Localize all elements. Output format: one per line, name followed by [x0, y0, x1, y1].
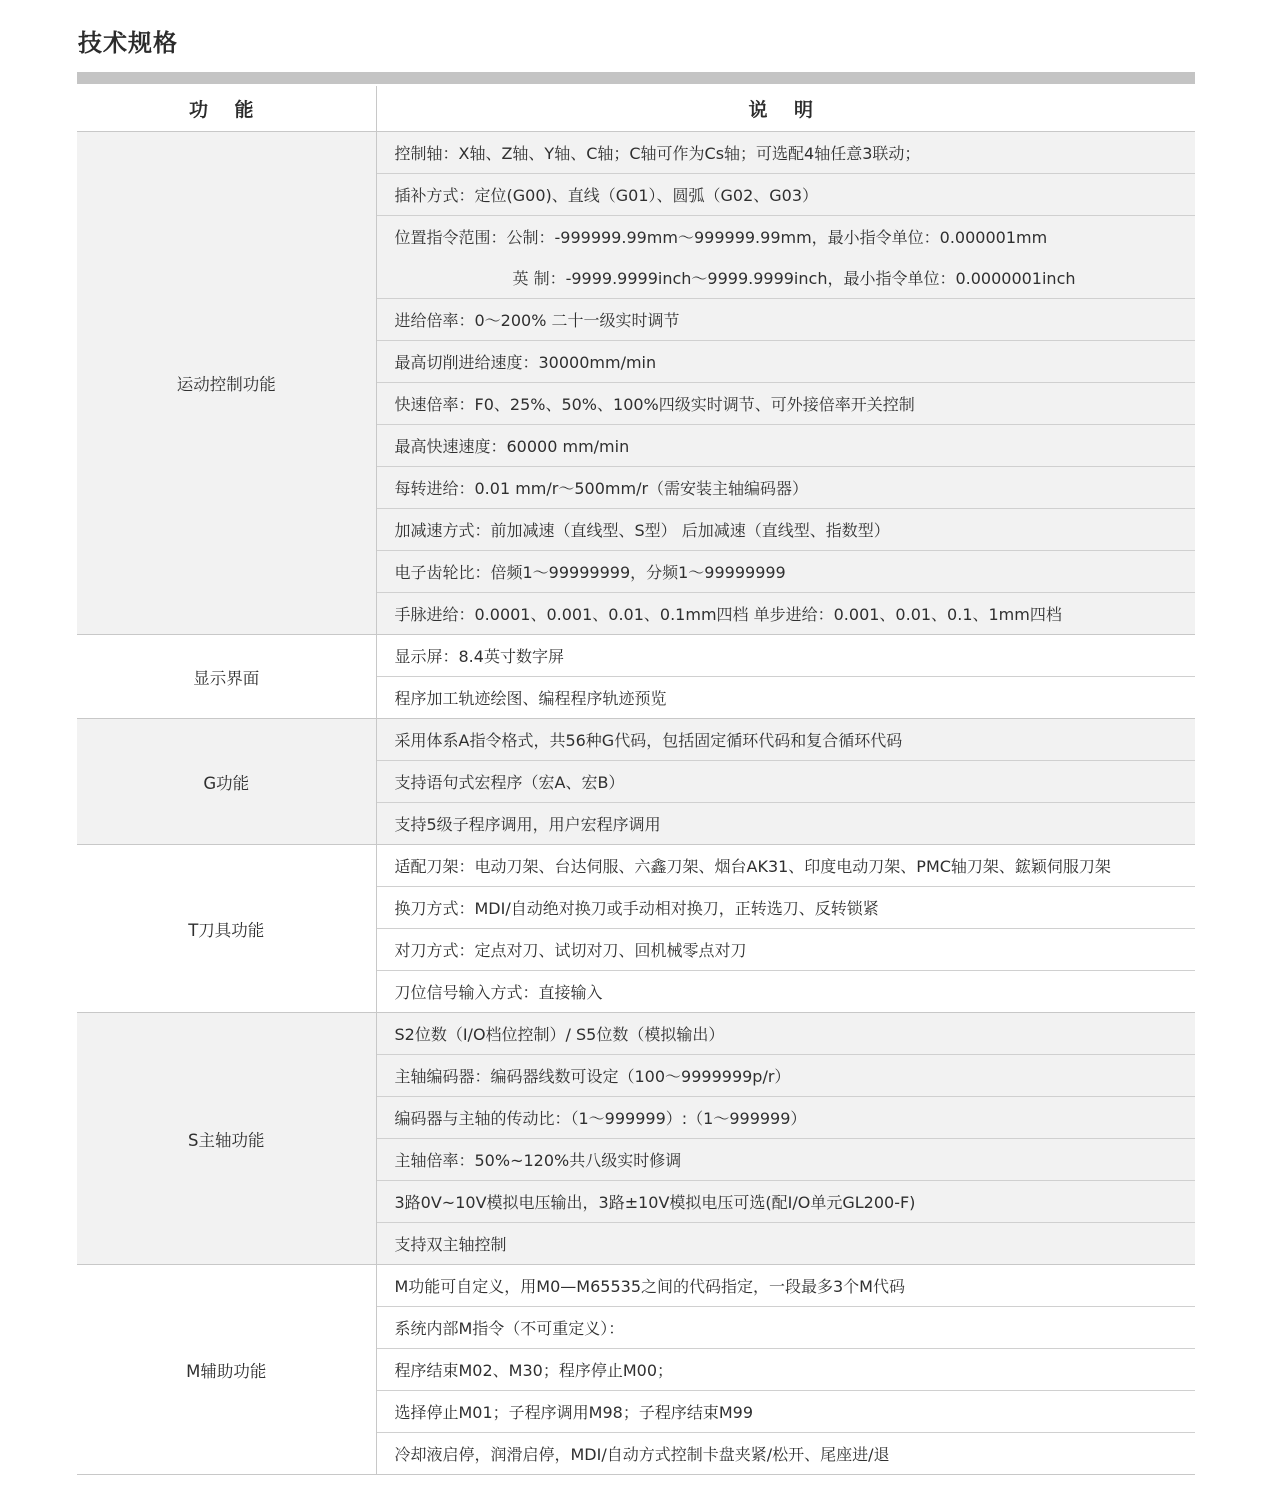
description-cell: 程序结束M02、M30；程序停止M00；: [376, 1349, 1195, 1391]
description-cell: 进给倍率：0～200% 二十一级实时调节: [376, 299, 1195, 341]
description-cell: 程序加工轨迹绘图、编程程序轨迹预览: [376, 677, 1195, 719]
description-cell: 系统内部M指令（不可重定义）：: [376, 1307, 1195, 1349]
table-row: [77, 719, 1195, 761]
description-cell: 最高切削进给速度：30000mm/min: [376, 341, 1195, 383]
description-cell: 换刀方式：MDI/自动绝对换刀或手动相对换刀，正转选刀、反转锁紧: [376, 887, 1195, 929]
table-row: [77, 635, 1195, 677]
function-cell-m-aux: M辅助功能: [77, 1265, 376, 1475]
description-cell: 每转进给：0.01 mm/r～500mm/r（需安装主轴编码器）: [376, 467, 1195, 509]
description-cell: 支持5级子程序调用，用户宏程序调用: [376, 803, 1195, 845]
description-cell: 3路0V~10V模拟电压输出，3路±10V模拟电压可选(配I/O单元GL200-F): [376, 1181, 1195, 1223]
description-cell: 加减速方式：前加减速（直线型、S型） 后加减速（直线型、指数型）: [376, 509, 1195, 551]
title-divider-bar: [77, 72, 1195, 84]
header-row: [77, 86, 1195, 132]
page-title: 技术规格: [78, 29, 178, 57]
header-function: 功 能: [77, 86, 376, 132]
description-cell: 最高快速速度：60000 mm/min: [376, 425, 1195, 467]
function-cell-tool: T刀具功能: [77, 845, 376, 1013]
function-cell-spindle: S主轴功能: [77, 1013, 376, 1265]
description-cell: 控制轴：X轴、Z轴、Y轴、C轴；C轴可作为Cs轴；可选配4轴任意3联动；: [376, 132, 1195, 174]
description-cell: 采用体系A指令格式，共56种G代码，包括固定循环代码和复合循环代码: [376, 719, 1195, 761]
description-cell: 位置指令范围：公制：-999999.99mm～999999.99mm，最小指令单位：0.000001mm: [376, 216, 1195, 258]
table-row: [77, 1265, 1195, 1307]
description-cell: 英 制：-9999.9999inch～9999.9999inch，最小指令单位：0.0000001inch: [376, 257, 1195, 299]
description-cell: 编码器与主轴的传动比：（1～999999）:（1～999999）: [376, 1097, 1195, 1139]
description-cell: 插补方式：定位(G00)、直线（G01）、圆弧（G02、G03）: [376, 174, 1195, 216]
function-cell-display: 显示界面: [77, 635, 376, 719]
function-cell-motion-control: 运动控制功能: [77, 132, 376, 635]
description-cell: 对刀方式：定点对刀、试切对刀、回机械零点对刀: [376, 929, 1195, 971]
description-cell: 选择停止M01；子程序调用M98；子程序结束M99: [376, 1391, 1195, 1433]
description-cell: 支持语句式宏程序（宏A、宏B）: [376, 761, 1195, 803]
spec-table-body: [77, 132, 1195, 1475]
header-description: 说 明: [376, 86, 1195, 132]
description-cell: 适配刀架：电动刀架、台达伺服、六鑫刀架、烟台AK31、印度电动刀架、PMC轴刀架、鋐颖伺服刀架: [376, 845, 1195, 887]
description-cell: M功能可自定义，用M0—M65535之间的代码指定，一段最多3个M代码: [376, 1265, 1195, 1307]
description-cell: 显示屏：8.4英寸数字屏: [376, 635, 1195, 677]
description-cell: 手脉进给：0.0001、0.001、0.01、0.1mm四档 单步进给：0.001、0.01、0.1、1mm四档: [376, 593, 1195, 635]
description-cell: 支持双主轴控制: [376, 1223, 1195, 1265]
description-cell: 主轴倍率：50%~120%共八级实时修调: [376, 1139, 1195, 1181]
description-cell: S2位数（I/O档位控制）/ S5位数（模拟输出）: [376, 1013, 1195, 1055]
description-cell: 电子齿轮比：倍频1～99999999，分频1～99999999: [376, 551, 1195, 593]
description-cell: 刀位信号输入方式：直接输入: [376, 971, 1195, 1013]
table-row: [77, 132, 1195, 174]
table-row: [77, 1013, 1195, 1055]
description-cell: 快速倍率：F0、25%、50%、100%四级实时调节、可外接倍率开关控制: [376, 383, 1195, 425]
spec-table: [77, 86, 1195, 1475]
function-cell-g-function: G功能: [77, 719, 376, 845]
description-cell: 冷却液启停，润滑启停，MDI/自动方式控制卡盘夹紧/松开、尾座进/退: [376, 1433, 1195, 1475]
table-row: [77, 845, 1195, 887]
description-cell: 主轴编码器：编码器线数可设定（100～9999999p/r）: [376, 1055, 1195, 1097]
